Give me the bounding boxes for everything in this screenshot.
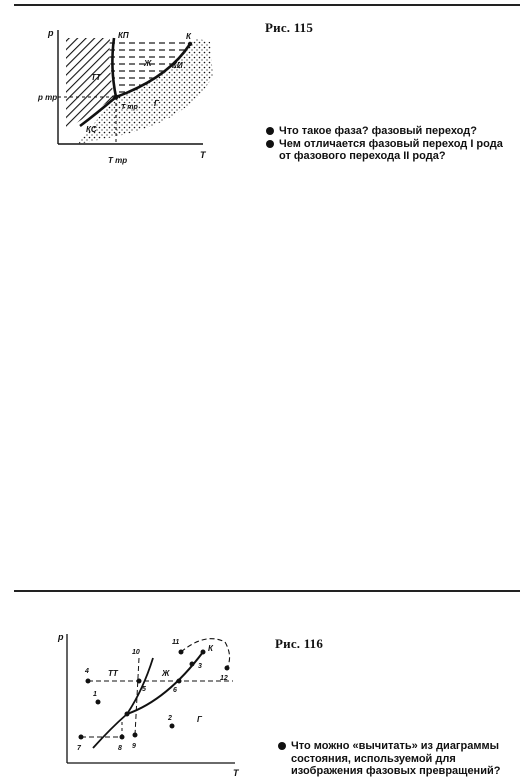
point-label-2: 2 xyxy=(168,715,172,722)
figure-116-caption: Рис. 116 xyxy=(275,636,324,651)
top-rule xyxy=(14,4,520,6)
point-label-8: 8 xyxy=(118,745,122,752)
axis-p-label: p xyxy=(48,28,54,38)
point-6 xyxy=(177,679,182,684)
point-7 xyxy=(79,735,84,740)
point-label-4: 4 xyxy=(85,668,89,675)
figure-116-diagram xyxy=(55,630,245,778)
point-K xyxy=(201,650,206,655)
point-1 xyxy=(96,700,101,705)
label-K: К xyxy=(186,32,191,41)
p-tr-label: p тр xyxy=(38,93,58,102)
middle-rule xyxy=(14,590,520,592)
question-read-diagram: Что можно «вычитать» из диаграммы состояния, используемой для изображения фазовых превращений? xyxy=(278,740,518,778)
point-label-7: 7 xyxy=(77,745,81,752)
axis-T-label-116: T xyxy=(233,768,239,778)
point-label-3: 3 xyxy=(198,663,202,670)
melting-curve-116 xyxy=(127,658,153,714)
label-K-116: К xyxy=(208,644,213,653)
point-12 xyxy=(225,666,230,671)
figure-115-questions xyxy=(266,125,516,163)
label-KS: КС xyxy=(86,125,97,134)
point-8 xyxy=(120,735,125,740)
point-4 xyxy=(86,679,91,684)
label-G: Г xyxy=(154,99,159,108)
label-KP: КП xyxy=(118,31,129,40)
point-label-11: 11 xyxy=(172,639,180,646)
axis-p-label-116: p xyxy=(58,632,64,642)
figure-115-caption: Рис. 115 xyxy=(265,20,314,35)
point-label-6: 6 xyxy=(173,687,177,694)
point-11 xyxy=(179,650,184,655)
question-transition-order: Чем отличается фазовый переход I рода от фазового перехода II рода? xyxy=(266,138,516,163)
critical-point xyxy=(188,42,192,46)
label-TT-116: ТТ xyxy=(108,669,118,678)
figure-115-diagram xyxy=(38,26,238,171)
point-label-10: 10 xyxy=(132,649,140,656)
point-5 xyxy=(137,679,142,684)
label-TT: ТТ xyxy=(91,73,101,82)
T-tr-label: T тр xyxy=(108,156,128,165)
point-label-1: 1 xyxy=(93,691,97,698)
point-label-5: 5 xyxy=(142,686,146,693)
point-9 xyxy=(133,733,138,738)
point-tp xyxy=(125,712,130,717)
triple-point xyxy=(114,95,119,100)
point-2 xyxy=(170,724,175,729)
question-phase: Что такое фаза? фазовый переход? xyxy=(266,125,516,138)
axis-T-label: T xyxy=(200,150,206,160)
label-Ttr-point: Т тр xyxy=(121,104,138,111)
label-KI: КИ xyxy=(172,61,183,70)
label-Zh-116: Ж xyxy=(162,669,170,678)
figure-116-questions xyxy=(278,740,518,778)
label-G-116: Г xyxy=(197,715,202,724)
label-Zh: Ж xyxy=(144,59,152,68)
point-label-9: 9 xyxy=(132,743,136,750)
point-3 xyxy=(190,662,195,667)
supercritical-path xyxy=(181,639,230,668)
point-label-12: 12 xyxy=(220,675,228,682)
